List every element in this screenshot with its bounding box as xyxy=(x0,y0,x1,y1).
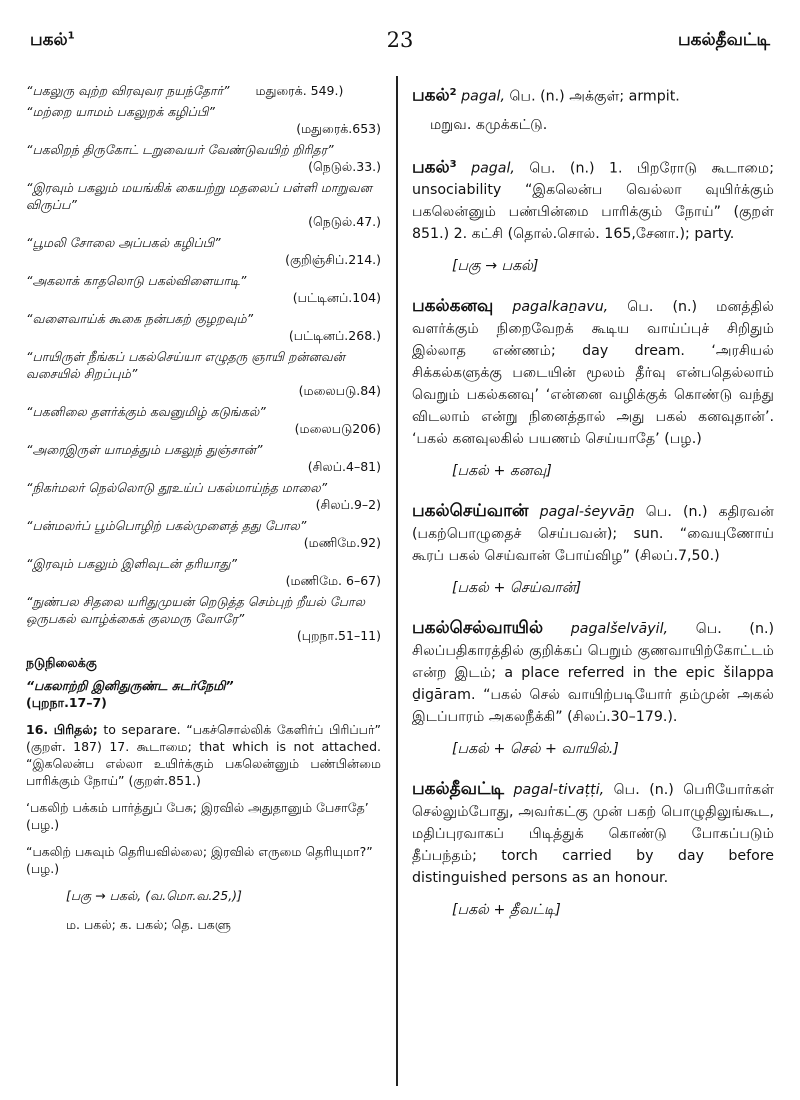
entry-headword: பகல்தீவட்டி xyxy=(412,779,505,800)
quote-list xyxy=(26,82,381,644)
entry-sense-number: 2 xyxy=(449,87,457,98)
quote-item xyxy=(26,82,381,99)
header-left-sup: 1 xyxy=(67,30,75,42)
item-ta2: “பகச்சொல்லிக் கேளிர்ப் பிரிப்பர்” (குறள். 187) 17. கூடாமை; xyxy=(26,722,381,754)
quote-source: (புறநா.51–11) xyxy=(296,628,381,643)
header-left-text: பகல் xyxy=(30,30,68,50)
dictionary-entry xyxy=(412,82,774,136)
quote-item xyxy=(26,555,381,589)
dictionary-entry xyxy=(412,500,774,599)
entry-definition: பெ. (n.) மனத்தில் வளர்க்கும் நிறைவேறக் கூடிய வாய்ப்புச் சிறிதும் இல்லாத எண்ணம்; day dream. ‘அரசியல் சிக்கல்களுக்கு படையின் மூலம் தீர்வு என்பதெல்லாம் வெறும் பகல்கனவு’ ‘என்னை வழிக்குக் கொண்டு வந்து விடலாம் என்று நினைத்தால் அது பகல் கனவுதான்’. ‘பகல் கனவுலகில் பயணம் செய்யாதே’ (பழ.) xyxy=(412,299,774,448)
quote-text: “இரவும் பகலும் மயங்கிக் கையற்று மதலைப் பள்ளி மாறுவன விருப்ப” xyxy=(26,180,372,212)
entry-paragraph xyxy=(412,295,774,450)
quote-source: (சிலப்.9–2) xyxy=(315,497,381,512)
entry-headword: பகல் xyxy=(412,157,450,178)
mid-quote-source: (புறநா.17–7) xyxy=(26,695,107,710)
quote-source: (நெடுல்.47.) xyxy=(308,214,381,229)
quote-text: “பூமலி சோலை அப்பகல் கழிப்பி” xyxy=(26,235,221,250)
entry-transliteration: pagalšelvāyil, xyxy=(570,621,669,638)
quote-source: (மணிமே.92) xyxy=(303,535,381,550)
etymology: [பகு → பகல், (வ.மொ.வ.25,)] xyxy=(66,888,242,903)
quote-item xyxy=(26,141,381,175)
quote-text: “பகலுரு வுற்ற விரவுவர நயந்தோர்” xyxy=(26,83,230,98)
quote-item xyxy=(26,234,381,268)
quote-text: “பகனிலை தளர்க்கும் கவனுமிழ் கடுங்கல்” xyxy=(26,404,266,419)
item-16 xyxy=(26,721,381,789)
quote-source: (பட்டினப்.268.) xyxy=(288,328,381,343)
entry-definition: பெ. (n.) 1. பிறரோடு கூடாமை; unsociability “இகலென்ப வெல்லா வுயிர்க்கும் பகலென்னும் பண்பின்மை பாரிக்கும் நோய்” (குறள் 851.) 2. கட்சி (தொல்.சொல். 165,சேனா.); party. xyxy=(412,160,775,243)
quote-text: “இரவும் பகலும் இளிவுடன் தரியாது” xyxy=(26,556,237,571)
item-number: 16. xyxy=(26,722,49,737)
quote-source: (மலைபடு.84) xyxy=(298,383,381,398)
left-column xyxy=(26,82,381,933)
quote-source: (சிலப்.4–81) xyxy=(307,459,381,474)
proverb-2: “பகலிற் பசுவும் தெரியவில்லை; இரவில் எருமை தெரியுமா?” (பழ.) xyxy=(26,844,373,876)
page-header xyxy=(30,30,770,60)
quote-item xyxy=(26,517,381,551)
entry-synonym: மறுவ. கமுக்கட்டு. xyxy=(430,116,548,133)
entry-transliteration: pagal, xyxy=(471,160,515,177)
entry-headword: பகல்கனவு xyxy=(412,296,494,317)
quote-source: (பட்டினப்.104) xyxy=(292,290,381,305)
quote-text: “நுண்பல சிதலை யரிதுமுயன் றெடுத்த செம்புற் றீயல் போல ஒருபகல் வாழ்க்கைக் குலமரு வோரே” xyxy=(26,594,365,626)
quote-text: “மற்றை யாமம் பகலுறக் கழிப்பி” xyxy=(26,104,215,119)
quote-item xyxy=(26,441,381,475)
quote-item xyxy=(26,403,381,437)
quote-text: “பகலிறந் திருகோட் டறுவையர் வேண்டுவயிற் றிரிதர” xyxy=(26,142,334,157)
entry-headword: பகல் xyxy=(412,85,450,106)
entry-transliteration: pagal-tivaṭṭi, xyxy=(513,782,605,799)
quote-text: “அகலாக் காதலொடு பகல்விளையாடி” xyxy=(26,273,247,288)
page-number: 23 xyxy=(386,28,414,52)
quote-source: (மணிமே. 6–67) xyxy=(285,573,381,588)
cognates: ம. பகல்; க. பகல்; தெ. பகளு xyxy=(66,917,231,932)
quote-text: “பன்மலர்ப் பூம்பொழிற் பகல்முளைத் தது போல” xyxy=(26,518,307,533)
entry-paragraph xyxy=(412,778,774,889)
entry-definition: பெ. (n.) கதிரவன் (பகற்பொழுதைச் செய்பவன்); sun. “வையுணோய் கூரப் பகல் செய்வான் போய்விழ” (சிலப்.7,50.) xyxy=(412,504,774,565)
entry-paragraph xyxy=(412,617,774,728)
entry-sense-number: 3 xyxy=(449,158,457,170)
entry-paragraph xyxy=(412,500,774,567)
quote-text: “வளைவாய்க் கூகை நன்பகற் குழறவும்” xyxy=(26,311,254,326)
item-en2: that which is not attached. xyxy=(199,739,381,754)
quote-text: “அரைஇருள் யாமத்தும் பகலுந் துஞ்சான்” xyxy=(26,442,263,457)
header-right-word: பகல்தீவட்டி xyxy=(677,30,770,50)
entry-definition: பெ. (n.) அக்குள்; armpit. xyxy=(509,88,680,105)
right-column xyxy=(412,82,774,939)
quote-item xyxy=(26,103,381,137)
dictionary-entry xyxy=(412,778,774,921)
quote-item xyxy=(26,179,381,230)
quote-item xyxy=(26,593,381,644)
entry-etymology: [பகல் + செய்வான்] xyxy=(452,580,582,597)
quote-source: (மலைபடு206) xyxy=(294,421,381,436)
item-ta1: பிரிதல்; xyxy=(53,722,98,737)
entry-etymology: [பகல் + செல் + வாயில்.] xyxy=(452,741,619,758)
dictionary-entry xyxy=(412,617,774,760)
entry-definition: பெ. (n.) சிலப்பதிகாரத்தில் குறிக்கப் பெறும் குணவாயிற்கோட்டம் என்ற இடம்; a place referred in the epic šilappa ḏigāram. “பகல் செல் வாயிற்படியோர் தம்முன் அகல் இடப்பாரம் அகலநீக்கி” (சிலப்.30–179.). xyxy=(412,621,774,726)
quote-source: (குறிஞ்சிப்.214.) xyxy=(285,252,381,267)
quote-item xyxy=(26,479,381,513)
entry-paragraph xyxy=(412,82,774,108)
entry-headword: பகல்செல்வாயில் xyxy=(412,618,544,639)
column-divider xyxy=(396,76,398,1086)
entry-transliteration: pagalkaṉavu, xyxy=(512,299,609,316)
entry-transliteration: pagal, xyxy=(461,88,505,105)
quote-source: மதுரைக். 549.) xyxy=(255,83,344,98)
quote-item xyxy=(26,272,381,306)
entry-transliteration: pagal-ṡeyvāṉ xyxy=(539,504,635,521)
mid-quote xyxy=(26,677,381,711)
entry-headword: பகல்செய்வான் xyxy=(412,501,529,522)
item-en1: to separare. xyxy=(103,722,181,737)
quote-text: “நிகர்மலர் நெல்லொடு தூஉய்ப் பகல்மாய்ந்த மாலை” xyxy=(26,480,328,495)
entry-etymology: [பகு → பகல்] xyxy=(452,258,539,275)
quote-item xyxy=(26,348,381,399)
entry-paragraph xyxy=(412,154,774,246)
section-label: நடுநிலைக்கு xyxy=(26,655,97,670)
quote-item xyxy=(26,310,381,344)
quote-source: (நெடுல்.33.) xyxy=(308,159,381,174)
entry-etymology: [பகல் + கனவு] xyxy=(452,463,552,480)
quote-text: “பாயிருள் நீங்கப் பகல்செய்யா எழுதரு ஞாயி றன்னவன் வசையில் சிறப்பும்” xyxy=(26,349,345,381)
dictionary-entry xyxy=(412,295,774,482)
dictionary-entry xyxy=(412,154,774,278)
entry-etymology: [பகல் + தீவட்டி] xyxy=(452,902,561,919)
entry-definition: பெ. (n.) பெரியோர்கள் செல்லும்போது, அவர்கட்கு முன் பகற் பொழுதிலுங்கூட, மதிப்புரவாகப் பிடித்துக் கொண்டு போகப்படும் தீப்பந்தம்; torch carried by day before distinguished persons as an honour. xyxy=(412,782,774,887)
quote-source: (மதுரைக்.653) xyxy=(296,121,381,136)
item-ta3: “இகலென்ப எல்லா உயிர்க்கும் பகலென்னும் பண்பின்மை பாரிக்கும் நோய்” (குறள்.851.) xyxy=(26,756,381,788)
mid-quote-text: “பகலாற்றி இனிதுருண்ட சுடர்நேமி” xyxy=(26,678,234,693)
proverb-1: ‘பகலிற் பக்கம் பார்த்துப் பேசு; இரவில் அதுதானும் பேசாதே’ (பழ.) xyxy=(26,800,369,832)
